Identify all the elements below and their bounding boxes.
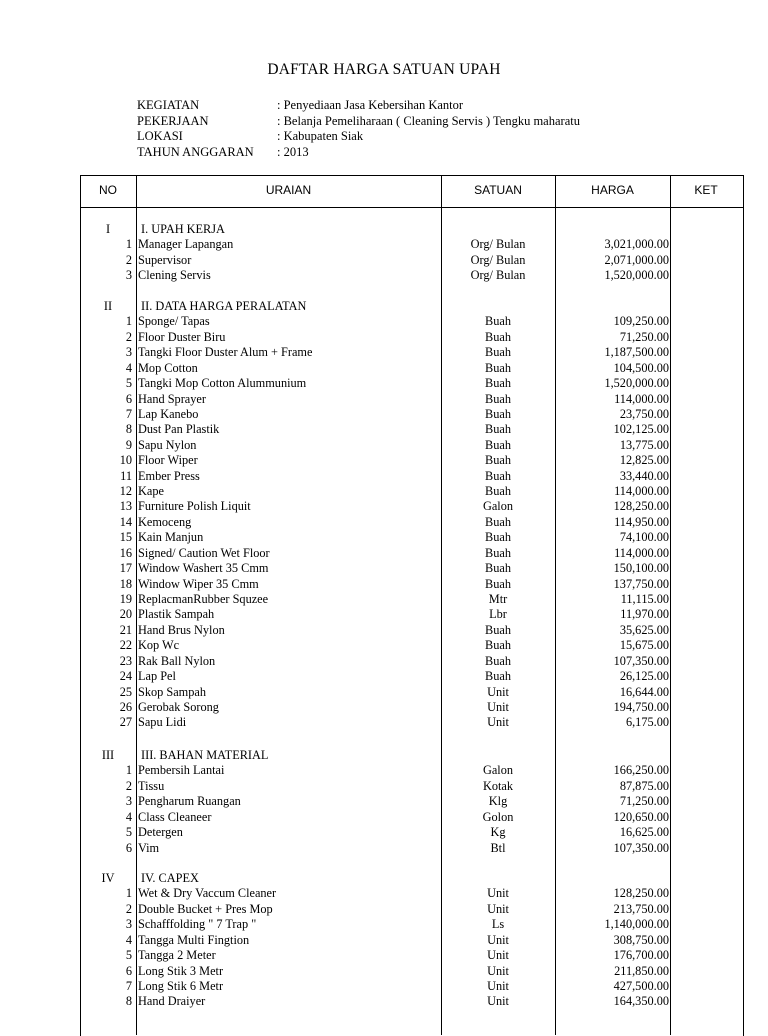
item-price: 213,750.00 [613,901,669,916]
table-row [0,669,768,684]
item-number: 12 [119,484,132,499]
table-row [0,392,768,407]
item-unit: Unit [487,886,509,901]
item-number: 5 [125,376,132,391]
item-number: 6 [125,391,132,406]
item-price: 3,021,000.00 [604,237,669,252]
item-price: 102,125.00 [613,422,669,437]
table-row [0,715,768,730]
item-price: 11,970.00 [620,607,669,622]
item-price: 427,500.00 [613,978,669,993]
item-description: Wet & Dry Vaccum Cleaner [138,886,277,901]
item-description: Pembersih Lantai [138,763,225,778]
item-description: Long Stik 6 Metr [138,978,224,993]
item-number: 1 [125,237,132,252]
item-unit: Buah [485,453,511,468]
section-header-row [0,748,768,763]
item-description: Sponge/ Tapas [138,314,210,329]
item-price: 6,175.00 [625,715,669,730]
meta-label: KEGIATAN [137,98,200,112]
item-number: 4 [125,809,132,824]
item-description: Floor Duster Biru [138,329,226,344]
table-row [0,376,768,391]
item-unit: Unit [487,932,509,947]
item-unit: Unit [487,684,509,699]
item-number: 20 [119,607,132,622]
item-unit: Golon [482,809,514,824]
meta-label: TAHUN ANGGARAN [137,144,254,159]
item-price: 211,850.00 [614,963,669,978]
table-row [0,763,768,778]
item-price: 120,650.00 [613,809,669,824]
table-row [0,530,768,545]
table-row [0,638,768,653]
item-description: Furniture Polish Liquit [138,499,251,514]
item-number: 17 [119,561,132,576]
item-unit: Buah [485,376,511,391]
item-unit: Buah [485,468,511,483]
table-row [0,917,768,932]
item-unit: Kotak [482,778,514,793]
item-number: 3 [125,268,132,283]
item-price: 104,500.00 [613,360,669,375]
item-unit: Buah [485,422,511,437]
item-price: 23,750.00 [619,406,669,421]
item-number: 5 [125,825,132,840]
item-description: Tangga 2 Meter [138,948,216,963]
item-price: 107,350.00 [613,653,669,668]
item-description: Kain Manjun [138,530,204,545]
item-number: 4 [125,360,132,375]
item-number: 15 [119,530,132,545]
table-row [0,237,768,252]
item-price: 16,644.00 [619,684,669,699]
table-row [0,268,768,283]
item-description: Pengharum Ruangan [138,794,241,809]
item-unit: Org/ Bulan [470,237,526,252]
item-price: 128,250.00 [613,499,669,514]
table-row [0,654,768,669]
item-description: Mop Cotton [138,360,198,375]
item-price: 150,100.00 [613,561,669,576]
item-description: Ember Press [138,468,200,483]
item-description: Hand Draiyer [138,994,206,1009]
item-unit: Ls [491,917,505,932]
item-description: Long Stik 3 Metr [138,963,224,978]
item-unit: Buah [485,514,511,529]
item-unit: Kg [490,825,506,840]
header-harga: HARGA [591,183,634,197]
item-number: 8 [125,422,132,437]
item-unit: Unit [487,963,509,978]
table-row [0,361,768,376]
item-number: 7 [125,978,132,993]
item-description: Tangga Multi Fingtion [138,932,250,947]
item-number: 26 [119,699,132,714]
item-unit: Buah [485,622,511,637]
item-number: 6 [125,963,132,978]
table-row [0,994,768,1009]
item-price: 114,000.00 [614,391,669,406]
table-row [0,438,768,453]
item-description: Signed/ Caution Wet Floor [138,545,270,560]
item-unit: Buah [485,561,511,576]
table-row [0,561,768,576]
item-number: 3 [125,345,132,360]
item-number: 21 [119,622,132,637]
table-row [0,933,768,948]
item-unit: Buah [485,653,511,668]
section-number: IV [101,871,115,885]
item-description: Tangki Mop Cotton Alummunium [138,376,307,391]
item-price: 137,750.00 [613,576,669,591]
item-unit: Buah [485,314,511,329]
item-description: Tangki Floor Duster Alum + Frame [138,345,313,360]
table-row [0,314,768,329]
item-description: Skop Sampah [138,684,206,699]
item-price: 1,140,000.00 [604,917,669,932]
item-description: Hand Sprayer [138,391,206,406]
table-row [0,499,768,514]
item-price: 2,071,000.00 [604,252,669,267]
item-price: 35,625.00 [619,622,669,637]
header-uraian: URAIAN [265,183,312,197]
item-unit: Org/ Bulan [470,268,526,283]
meta-value: : Kabupaten Siak [277,129,364,143]
item-description: Window Washert 35 Cmm [138,561,269,576]
item-price: 87,875.00 [619,778,669,793]
section-title: I. UPAH KERJA [141,222,225,236]
item-number: 1 [125,886,132,901]
table-row [0,407,768,422]
item-price: 26,125.00 [619,669,669,684]
item-unit: Buah [485,345,511,360]
item-description: Schafffolding " 7 Trap " [138,917,257,932]
item-description: Gerobak Sorong [138,699,219,714]
item-description: Kop Wc [138,638,180,653]
table-row [0,515,768,530]
item-price: 176,700.00 [613,948,669,963]
item-unit: Klg [488,794,508,809]
table-row [0,330,768,345]
item-unit: Buah [485,406,511,421]
item-unit: Buah [485,437,511,452]
item-unit: Unit [487,901,509,916]
item-price: 71,250.00 [619,329,669,344]
item-description: Manager Lapangan [138,237,234,252]
table-row [0,825,768,840]
table-row [0,948,768,963]
item-price: 33,440.00 [619,468,669,483]
item-number: 7 [125,406,132,421]
item-number: 2 [125,329,132,344]
section-title: III. BAHAN MATERIAL [141,748,269,762]
table-row [0,546,768,561]
item-description: Dust Pan Plastik [138,422,220,437]
table-row [0,592,768,607]
item-number: 10 [119,453,132,468]
meta-label: LOKASI [137,129,183,143]
item-price: 16,625.00 [619,825,669,840]
item-price: 164,350.00 [613,994,669,1009]
section-number: II [103,299,113,313]
table-row [0,902,768,917]
item-price: 11,115.00 [620,591,669,606]
table-row [0,577,768,592]
item-description: Rak Ball Nylon [138,653,216,668]
item-number: 14 [119,514,132,529]
item-number: 9 [125,437,132,452]
item-price: 194,750.00 [613,699,669,714]
item-number: 27 [119,715,132,730]
table-row [0,484,768,499]
item-unit: Btl [490,840,506,855]
meta-value: : Penyediaan Jasa Kebersihan Kantor [277,98,464,112]
item-price: 128,250.00 [613,886,669,901]
item-number: 2 [125,252,132,267]
item-price: 15,675.00 [619,638,669,653]
item-number: 3 [125,917,132,932]
table-row [0,345,768,360]
table-row [0,886,768,901]
item-number: 13 [119,499,132,514]
header-no: NO [99,183,117,197]
item-unit: Galon [482,763,514,778]
header-satuan: SATUAN [474,183,522,197]
item-number: 8 [125,994,132,1009]
item-number: 2 [125,901,132,916]
section-number: I [105,222,111,236]
header-ket: KET [694,183,718,197]
item-description: Lap Pel [138,669,176,684]
item-number: 18 [119,576,132,591]
item-price: 114,000.00 [614,484,669,499]
item-number: 2 [125,778,132,793]
table-row [0,700,768,715]
section-header-row [0,299,768,314]
item-price: 13,775.00 [619,437,669,452]
item-number: 25 [119,684,132,699]
item-description: Window Wiper 35 Cmm [138,576,259,591]
item-unit: Buah [485,638,511,653]
item-unit: Buah [485,530,511,545]
item-unit: Buah [485,360,511,375]
item-number: 19 [119,591,132,606]
table-row [0,685,768,700]
item-unit: Org/ Bulan [470,252,526,267]
item-description: Plastik Sampah [138,607,215,622]
item-description: Detergen [138,825,183,840]
item-unit: Mtr [488,591,508,606]
item-price: 71,250.00 [619,794,669,809]
section-header-row [0,222,768,237]
item-price: 1,520,000.00 [604,376,669,391]
item-number: 3 [125,794,132,809]
item-price: 114,000.00 [614,545,669,560]
section-title: II. DATA HARGA PERALATAN [141,299,307,313]
table-row [0,453,768,468]
section-number: III [101,748,115,762]
item-number: 16 [119,545,132,560]
item-unit: Buah [485,669,511,684]
item-number: 22 [119,638,132,653]
item-description: Tissu [138,778,165,793]
item-unit: Lbr [489,607,507,622]
table-row [0,794,768,809]
item-price: 107,350.00 [613,840,669,855]
section-header-row [0,871,768,886]
table-row [0,607,768,622]
item-number: 23 [119,653,132,668]
table-row [0,841,768,856]
item-unit: Unit [487,948,509,963]
section-title: IV. CAPEX [141,871,199,885]
item-unit: Buah [485,576,511,591]
table-row [0,979,768,994]
item-number: 24 [119,669,132,684]
item-number: 6 [125,840,132,855]
table-row [0,810,768,825]
item-number: 1 [125,763,132,778]
table-row [0,964,768,979]
document-title: DAFTAR HARGA SATUAN UPAH [267,61,501,78]
item-description: Sapu Lidi [138,715,187,730]
table-row [0,253,768,268]
item-description: Double Bucket + Pres Mop [138,901,273,916]
item-unit: Galon [482,499,514,514]
item-description: Class Cleaneer [138,809,212,824]
item-price: 109,250.00 [613,314,669,329]
meta-label: PEKERJAAN [137,113,209,128]
item-price: 1,187,500.00 [604,345,669,360]
item-number: 1 [125,314,132,329]
item-description: Lap Kanebo [138,406,199,421]
item-description: Floor Wiper [138,453,198,468]
table-row [0,469,768,484]
meta-value: : 2013 [277,144,309,159]
item-description: Clening Servis [138,268,211,283]
item-price: 74,100.00 [619,530,669,545]
item-price: 166,250.00 [613,763,669,778]
item-description: Vim [138,840,160,855]
item-unit: Unit [487,994,509,1009]
item-description: Hand Brus Nylon [138,622,225,637]
item-price: 308,750.00 [613,932,669,947]
item-price: 12,825.00 [619,453,669,468]
item-unit: Buah [485,329,511,344]
item-unit: Buah [485,484,511,499]
item-description: ReplacmanRubber Squzee [138,591,269,606]
item-number: 4 [125,932,132,947]
table-row [0,422,768,437]
meta-value: : Belanja Pemeliharaan ( Cleaning Servis ) Tengku maharatu [277,113,580,128]
item-price: 114,950.00 [614,514,669,529]
item-unit: Unit [487,699,509,714]
item-description: Supervisor [138,252,192,267]
item-description: Kemoceng [138,514,192,529]
table-row [0,779,768,794]
item-number: 5 [125,948,132,963]
item-description: Sapu Nylon [138,437,197,452]
item-description: Kape [138,484,164,499]
item-number: 11 [120,468,132,483]
table-row [0,623,768,638]
item-unit: Buah [485,391,511,406]
item-unit: Unit [487,715,509,730]
item-unit: Unit [487,978,509,993]
item-price: 1,520,000.00 [604,268,669,283]
item-unit: Buah [485,545,511,560]
